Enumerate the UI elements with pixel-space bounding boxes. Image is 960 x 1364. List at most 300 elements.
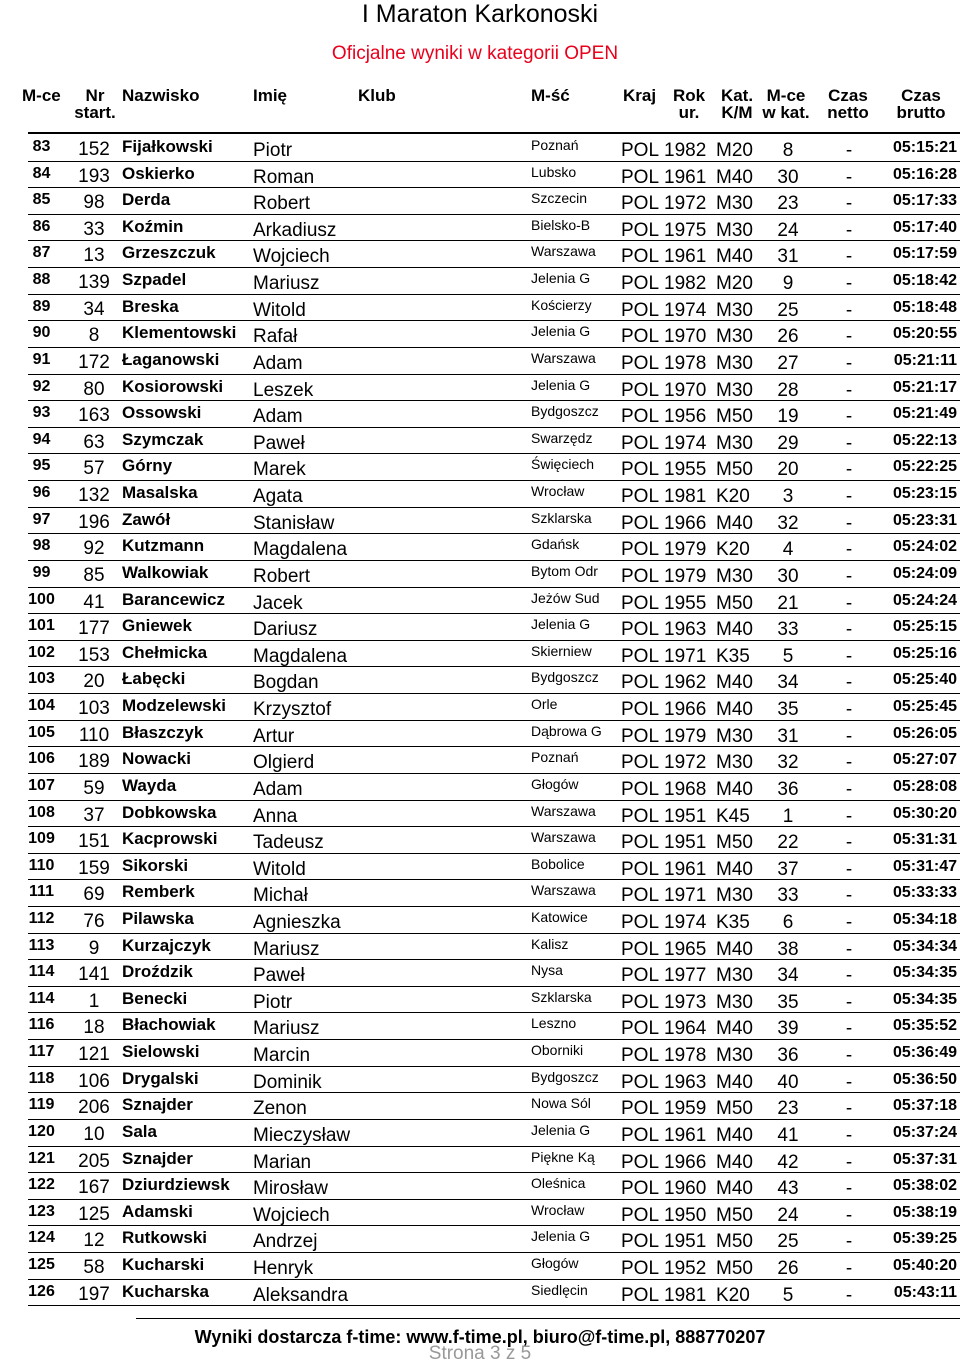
table-row — [0, 960, 960, 987]
cell-city: Święciech — [531, 456, 595, 473]
cell-gross-time: 05:31:47 — [892, 857, 957, 875]
cell-gross-time: 05:25:40 — [892, 671, 957, 689]
table-row — [0, 1200, 960, 1227]
cell-category: M30 — [716, 326, 753, 348]
cell-gross-time: 05:33:33 — [892, 884, 957, 902]
cell-surname: Walkowiak — [122, 562, 209, 582]
cell-start-no: 59 — [83, 777, 105, 799]
cell-country: POL — [621, 1018, 660, 1040]
cell-start-no: 121 — [78, 1044, 110, 1066]
cell-start-no: 125 — [78, 1203, 110, 1225]
cell-country: POL — [621, 911, 660, 933]
cell-category: M20 — [716, 140, 753, 161]
cell-city: Skierniew — [531, 642, 592, 659]
cell-gross-time: 05:43:11 — [893, 1283, 957, 1301]
cell-net-time: - — [845, 406, 853, 428]
cell-first-name: Mirosław — [253, 1178, 328, 1200]
cell-gross-time: 05:24:09 — [892, 564, 957, 582]
cell-place: 123 — [28, 1202, 55, 1220]
cell-place: 108 — [28, 803, 55, 821]
table-row — [0, 454, 960, 481]
table-row — [0, 641, 960, 668]
cell-gross-time: 05:24:24 — [892, 591, 957, 609]
cell-place: 126 — [28, 1282, 55, 1300]
cell-category: M30 — [716, 299, 753, 321]
cell-net-time: - — [845, 911, 853, 933]
cell-city: Wrocław — [531, 483, 585, 500]
cell-surname: Górny — [122, 456, 173, 476]
cell-gross-time: 05:16:28 — [892, 165, 957, 183]
cell-birth-year: 1971 — [664, 885, 707, 907]
cell-birth-year: 1961 — [664, 1124, 707, 1146]
table-row — [0, 241, 960, 268]
cell-start-no: 10 — [83, 1123, 105, 1145]
table-row — [0, 614, 960, 641]
cell-place: 86 — [32, 217, 51, 235]
cell-category: M50 — [716, 1098, 753, 1120]
cell-category: M30 — [716, 352, 753, 374]
cell-city: Głogów — [531, 775, 579, 792]
cell-category: M40 — [716, 619, 753, 641]
cell-country: POL — [621, 512, 660, 534]
cell-city: Jelenia G — [531, 1228, 591, 1245]
table-row — [0, 561, 960, 588]
header-divider — [28, 132, 960, 134]
cell-first-name: Adam — [253, 778, 303, 800]
cell-gross-time: 05:17:59 — [892, 245, 957, 263]
cell-first-name: Wojciech — [253, 1204, 330, 1226]
cell-birth-year: 1971 — [664, 645, 707, 667]
cell-surname: Kurzajczyk — [122, 935, 211, 955]
cell-surname: Nowacki — [122, 749, 191, 769]
cell-start-no: 20 — [83, 671, 105, 693]
cell-surname: Zawół — [122, 509, 171, 529]
cell-country: POL — [621, 166, 660, 188]
cell-place: 89 — [32, 297, 51, 315]
cell-start-no: 69 — [83, 884, 105, 906]
cell-category-place: 5 — [782, 1284, 794, 1306]
cell-birth-year: 1955 — [664, 459, 707, 481]
cell-place: 121 — [28, 1149, 55, 1167]
cell-surname: Remberk — [122, 882, 195, 902]
cell-start-no: 152 — [78, 139, 110, 160]
cell-category: M30 — [716, 432, 753, 454]
cell-surname: Droździk — [122, 962, 193, 982]
cell-place: 84 — [32, 164, 51, 182]
cell-surname: Sala — [122, 1121, 157, 1141]
cell-country: POL — [621, 219, 660, 241]
cell-city: Kalisz — [531, 935, 569, 952]
cell-category: M40 — [716, 1071, 753, 1093]
cell-start-no: 163 — [78, 405, 110, 427]
cell-net-time: - — [845, 1098, 853, 1120]
cell-surname: Breska — [122, 296, 179, 316]
cell-gross-time: 05:25:45 — [892, 698, 957, 716]
cell-place: 102 — [28, 643, 55, 661]
cell-birth-year: 1965 — [664, 938, 707, 960]
cell-surname: Kosiorowski — [122, 376, 224, 396]
cell-category-place: 29 — [777, 432, 799, 454]
header-gross-time: Czas brutto — [896, 86, 946, 122]
cell-birth-year: 1951 — [664, 805, 707, 827]
cell-surname: Benecki — [122, 988, 188, 1008]
cell-first-name: Piotr — [253, 991, 293, 1013]
cell-category-place: 30 — [777, 565, 799, 587]
cell-gross-time: 05:21:17 — [892, 378, 957, 396]
cell-start-no: 193 — [78, 165, 110, 187]
cell-city: Kościerzy — [531, 296, 592, 313]
cell-country: POL — [621, 486, 660, 508]
cell-first-name: Paweł — [253, 965, 305, 987]
table-row — [0, 215, 960, 242]
cell-birth-year: 1968 — [664, 778, 707, 800]
header-category: Kat. K/M — [720, 86, 754, 122]
header-surname: Nazwisko — [122, 86, 200, 105]
cell-start-no: 189 — [78, 751, 110, 773]
row-divider — [28, 1305, 960, 1306]
cell-place: 94 — [32, 430, 51, 448]
cell-category: M40 — [716, 1151, 753, 1173]
table-row — [0, 162, 960, 189]
cell-category: M50 — [716, 592, 753, 614]
header-start-no: Nr start. — [74, 86, 116, 122]
cell-category: M30 — [716, 885, 753, 907]
cell-net-time: - — [845, 965, 853, 987]
cell-country: POL — [621, 246, 660, 268]
cell-net-time: - — [845, 193, 853, 215]
cell-first-name: Arkadiusz — [253, 219, 337, 241]
cell-start-no: 9 — [88, 937, 100, 959]
cell-category-place: 19 — [777, 406, 799, 428]
cell-birth-year: 1950 — [664, 1204, 707, 1226]
table-row — [0, 1226, 960, 1253]
cell-net-time: - — [845, 885, 853, 907]
cell-start-no: 76 — [83, 910, 105, 932]
cell-city: Piękne Ką — [531, 1148, 595, 1165]
cell-surname: Sznajder — [122, 1148, 193, 1168]
cell-gross-time: 05:21:49 — [892, 405, 957, 423]
cell-birth-year: 1964 — [664, 1018, 707, 1040]
cell-start-no: 206 — [78, 1097, 110, 1119]
cell-first-name: Rafał — [253, 326, 298, 348]
cell-place: 109 — [28, 830, 55, 848]
cell-birth-year: 1982 — [664, 140, 707, 161]
cell-category: M30 — [716, 565, 753, 587]
cell-first-name: Mariusz — [253, 273, 320, 295]
cell-country: POL — [621, 1204, 660, 1226]
cell-category: M50 — [716, 459, 753, 481]
table-row — [0, 801, 960, 828]
cell-first-name: Leszek — [253, 379, 314, 401]
cell-country: POL — [621, 326, 660, 348]
cell-category: M50 — [716, 1258, 753, 1280]
cell-birth-year: 1963 — [664, 1071, 707, 1093]
cell-start-no: 110 — [78, 724, 110, 746]
cell-category-place: 25 — [777, 1231, 799, 1253]
cell-net-time: - — [845, 1204, 853, 1226]
cell-gross-time: 05:23:15 — [892, 485, 957, 503]
cell-category-place: 26 — [777, 1258, 799, 1280]
cell-birth-year: 1951 — [664, 832, 707, 854]
cell-city: Leszno — [531, 1015, 577, 1032]
cell-category-place: 33 — [777, 885, 799, 907]
cell-first-name: Marian — [253, 1151, 312, 1173]
cell-surname: Wayda — [122, 775, 177, 795]
cell-gross-time: 05:37:18 — [892, 1097, 957, 1115]
cell-first-name: Agata — [253, 486, 303, 508]
cell-first-name: Andrzej — [253, 1231, 318, 1253]
cell-net-time: - — [845, 299, 853, 321]
cell-country: POL — [621, 1124, 660, 1146]
cell-start-no: 41 — [83, 591, 105, 613]
cell-category-place: 31 — [777, 246, 799, 268]
cell-category-place: 34 — [777, 672, 799, 694]
cell-first-name: Wojciech — [253, 246, 330, 268]
cell-category: M50 — [716, 832, 753, 854]
cell-category: K20 — [716, 539, 750, 561]
cell-surname: Adamski — [122, 1201, 193, 1221]
table-row — [0, 934, 960, 961]
cell-gross-time: 05:18:42 — [892, 272, 957, 290]
cell-start-no: 196 — [78, 511, 110, 533]
header-place: M-ce — [22, 86, 61, 105]
cell-category-place: 35 — [777, 699, 799, 721]
cell-gross-time: 05:36:50 — [892, 1070, 957, 1088]
cell-start-no: 80 — [83, 378, 105, 400]
cell-net-time: - — [845, 1124, 853, 1146]
cell-country: POL — [621, 1178, 660, 1200]
cell-place: 97 — [32, 510, 51, 528]
cell-place: 85 — [32, 191, 51, 209]
cell-start-no: 12 — [83, 1230, 105, 1252]
cell-country: POL — [621, 299, 660, 321]
cell-gross-time: 05:20:55 — [892, 325, 957, 343]
cell-surname: Rutkowski — [122, 1228, 208, 1248]
table-row — [0, 667, 960, 694]
cell-surname: Kucharski — [122, 1255, 205, 1275]
table-row — [0, 321, 960, 348]
cell-country: POL — [621, 832, 660, 854]
cell-category: M40 — [716, 672, 753, 694]
cell-net-time: - — [845, 672, 853, 694]
cell-surname: Grzeszczuk — [122, 243, 216, 263]
cell-start-no: 172 — [78, 351, 110, 373]
cell-category: M40 — [716, 699, 753, 721]
cell-country: POL — [621, 1258, 660, 1280]
cell-first-name: Magdalena — [253, 645, 348, 667]
cell-net-time: - — [845, 1231, 853, 1253]
cell-category-place: 32 — [777, 752, 799, 774]
cell-place: 112 — [28, 909, 55, 927]
cell-surname: Koźmin — [122, 216, 184, 236]
cell-city: Jelenia G — [531, 270, 591, 287]
cell-category-place: 37 — [777, 858, 799, 880]
cell-birth-year: 1972 — [664, 193, 707, 215]
cell-start-no: 57 — [83, 458, 105, 480]
cell-net-time: - — [845, 1018, 853, 1040]
cell-city: Jelenia G — [531, 376, 591, 393]
cell-city: Poznań — [531, 137, 579, 153]
cell-country: POL — [621, 1284, 660, 1306]
cell-gross-time: 05:37:24 — [892, 1123, 957, 1141]
cell-city: Bobolice — [531, 855, 585, 872]
cell-net-time: - — [845, 1178, 853, 1200]
cell-first-name: Piotr — [253, 140, 293, 161]
footer-credit: Wyniki dostarcza f-time: www.f-time.pl, biuro@f-time.pl, 888770207 — [194, 1327, 766, 1347]
cell-gross-time: 05:22:25 — [892, 458, 957, 476]
cell-first-name: Mariusz — [253, 938, 320, 960]
cell-surname: Derda — [122, 190, 171, 210]
table-row — [0, 588, 960, 615]
cell-net-time: - — [845, 832, 853, 854]
cell-birth-year: 1975 — [664, 219, 707, 241]
cell-city: Lubsko — [531, 163, 577, 180]
cell-start-no: 205 — [78, 1150, 110, 1172]
cell-surname: Gniewek — [122, 616, 192, 636]
cell-net-time: - — [845, 938, 853, 960]
cell-start-no: 13 — [83, 245, 105, 267]
cell-place: 103 — [28, 670, 55, 688]
table-row — [0, 428, 960, 455]
cell-category-place: 36 — [777, 1045, 799, 1067]
cell-net-time: - — [845, 486, 853, 508]
table-row — [0, 827, 960, 854]
cell-category-place: 30 — [777, 166, 799, 188]
cell-start-no: 8 — [88, 325, 100, 347]
cell-country: POL — [621, 539, 660, 561]
cell-first-name: Mieczysław — [253, 1124, 351, 1146]
cell-category-place: 25 — [777, 299, 799, 321]
cell-place: 87 — [32, 244, 51, 262]
cell-category: M30 — [716, 193, 753, 215]
cell-category-place: 24 — [777, 1204, 799, 1226]
cell-place: 104 — [28, 697, 55, 715]
cell-start-no: 33 — [83, 218, 105, 240]
cell-start-no: 132 — [78, 485, 110, 507]
cell-birth-year: 1979 — [664, 539, 707, 561]
cell-surname: Błaszczyk — [122, 722, 204, 742]
cell-start-no: 63 — [83, 431, 105, 453]
table-row — [0, 721, 960, 748]
cell-net-time: - — [845, 645, 853, 667]
cell-category: K20 — [716, 486, 750, 508]
cell-country: POL — [621, 1071, 660, 1093]
table-row — [0, 880, 960, 907]
cell-start-no: 18 — [83, 1017, 105, 1039]
table-row — [0, 1067, 960, 1094]
cell-birth-year: 1978 — [664, 1045, 707, 1067]
cell-gross-time: 05:17:40 — [892, 218, 957, 236]
cell-net-time: - — [845, 246, 853, 268]
cell-place: 124 — [28, 1229, 55, 1247]
cell-net-time: - — [845, 432, 853, 454]
cell-city: Bielsko-B — [531, 216, 591, 233]
cell-birth-year: 1972 — [664, 752, 707, 774]
table-row — [0, 135, 960, 162]
cell-country: POL — [621, 645, 660, 667]
cell-first-name: Henryk — [253, 1258, 314, 1280]
cell-category-place: 26 — [777, 326, 799, 348]
cell-city: Warszawa — [531, 882, 596, 899]
cell-first-name: Adam — [253, 352, 303, 374]
cell-first-name: Olgierd — [253, 752, 315, 774]
cell-category-place: 24 — [777, 219, 799, 241]
cell-place: 107 — [28, 776, 55, 794]
cell-gross-time: 05:36:49 — [892, 1044, 957, 1062]
cell-birth-year: 1979 — [664, 725, 707, 747]
cell-surname: Oskierko — [122, 163, 195, 183]
cell-net-time: - — [845, 459, 853, 481]
cell-surname: Masalska — [122, 483, 198, 503]
cell-city: Poznań — [531, 749, 579, 766]
cell-country: POL — [621, 432, 660, 454]
cell-gross-time: 05:23:31 — [892, 511, 957, 529]
cell-city: Jelenia G — [531, 323, 591, 340]
cell-category-place: 20 — [777, 459, 799, 481]
cell-category-place: 42 — [777, 1151, 799, 1173]
cell-first-name: Witold — [253, 299, 306, 321]
cell-city: Katowice — [531, 908, 588, 925]
cell-category-place: 36 — [777, 778, 799, 800]
cell-category: M30 — [716, 752, 753, 774]
cell-country: POL — [621, 406, 660, 428]
cell-first-name: Marek — [253, 459, 306, 481]
cell-first-name: Krzysztof — [253, 699, 332, 721]
cell-gross-time: 05:17:33 — [892, 192, 957, 210]
cell-birth-year: 1973 — [664, 991, 707, 1013]
table-row — [0, 401, 960, 428]
cell-birth-year: 1961 — [664, 858, 707, 880]
cell-country: POL — [621, 379, 660, 401]
cell-place: 91 — [32, 350, 51, 368]
cell-surname: Fijałkowski — [122, 137, 213, 156]
cell-category-place: 32 — [777, 512, 799, 534]
cell-gross-time: 05:15:21 — [892, 139, 957, 156]
cell-city: Wrocław — [531, 1201, 585, 1218]
cell-place: 113 — [28, 936, 55, 954]
table-row — [0, 375, 960, 402]
cell-start-no: 141 — [78, 964, 110, 986]
page-title: I Maraton Karkonoski — [361, 0, 599, 28]
cell-country: POL — [621, 619, 660, 641]
cell-category: M30 — [716, 991, 753, 1013]
cell-start-no: 167 — [78, 1177, 110, 1199]
cell-surname: Modzelewski — [122, 696, 226, 716]
cell-net-time: - — [845, 512, 853, 534]
cell-city: Warszawa — [531, 349, 596, 366]
cell-birth-year: 1979 — [664, 565, 707, 587]
cell-first-name: Robert — [253, 193, 311, 215]
cell-category: M30 — [716, 1045, 753, 1067]
cell-surname: Błachowiak — [122, 1015, 216, 1035]
cell-first-name: Stanisław — [253, 512, 335, 534]
cell-surname: Dziurdziewsk — [122, 1175, 230, 1195]
cell-category: K45 — [716, 805, 750, 827]
cell-country: POL — [621, 352, 660, 374]
cell-first-name: Mariusz — [253, 1018, 320, 1040]
cell-net-time: - — [845, 619, 853, 641]
cell-category: M50 — [716, 1231, 753, 1253]
cell-first-name: Roman — [253, 166, 315, 188]
cell-city: Jelenia G — [531, 1121, 591, 1138]
table-row — [0, 747, 960, 774]
cell-birth-year: 1970 — [664, 379, 707, 401]
cell-city: Szczecin — [531, 190, 588, 207]
cell-first-name: Magdalena — [253, 539, 348, 561]
cell-place: 116 — [28, 1016, 55, 1034]
cell-gross-time: 05:28:08 — [892, 777, 957, 795]
cell-birth-year: 1981 — [664, 1284, 707, 1306]
